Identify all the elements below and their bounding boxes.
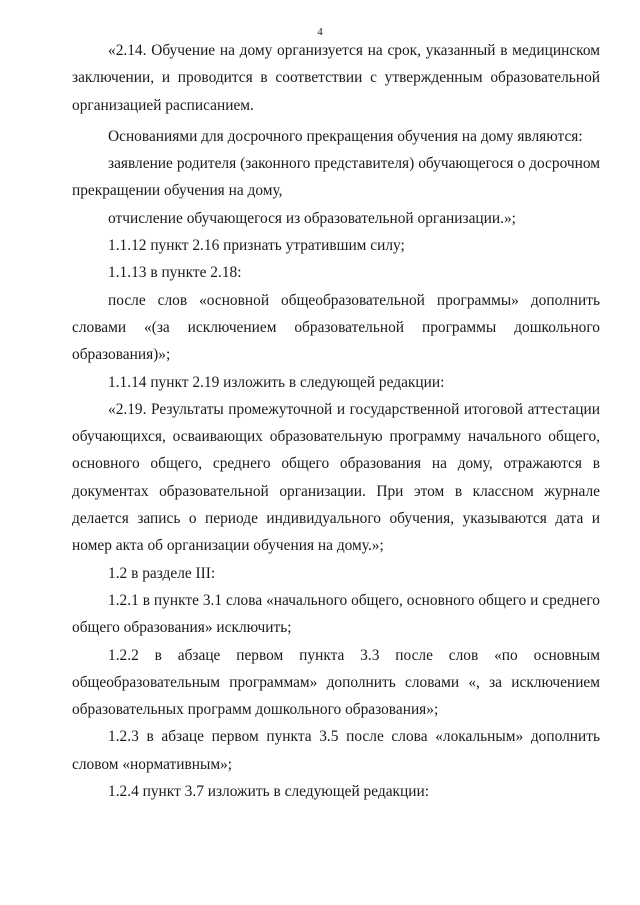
paragraph-1-2-3: 1.2.3 в абзаце первом пункта 3.5 после слова «локальным» дополнить словом «нормативным»; bbox=[72, 728, 600, 773]
paragraph-2-14: «2.14. Обучение на дому организуется на срок, указанный в медицинском заключении, и проводится в соответствии с утвержденным образовательной организацией расписанием. bbox=[72, 42, 600, 114]
paragraph-1-1-13: 1.1.13 в пункте 2.18: bbox=[108, 264, 242, 282]
paragraph-parent-application: заявление родителя (законного представителя) обучающегося о досрочном прекращении обучения на дому, bbox=[72, 155, 600, 200]
paragraph-1-2-2: 1.2.2 в абзаце первом пункта 3.3 после слов «по основным общеобразовательным программам» дополнить словами «, за исключением образовательных программ дошкольного образования»; bbox=[72, 646, 600, 719]
paragraph-1-1-14: 1.1.14 пункт 2.19 изложить в следующей редакции: bbox=[108, 373, 445, 391]
paragraph-expulsion: отчисление обучающегося из образовательной организации.»; bbox=[108, 209, 516, 227]
paragraph-after-words: после слов «основной общеобразовательной программы» дополнить словами «(за исключением образовательной программы дошкольного образования)»; bbox=[72, 291, 600, 364]
paragraph-1-2: 1.2 в разделе III: bbox=[108, 564, 216, 582]
paragraph-1-1-12: 1.1.12 пункт 2.16 признать утратившим силу; bbox=[108, 237, 405, 255]
page-number: 4 bbox=[317, 26, 323, 38]
paragraph-1-2-4: 1.2.4 пункт 3.7 изложить в следующей редакции: bbox=[108, 783, 429, 801]
document-body bbox=[72, 37, 600, 805]
paragraph-2-19: «2.19. Результаты промежуточной и государственной итоговой аттестации обучающихся, осваивающих образовательную программу начального общего, основного общего, среднего общего образования на дому, отражаются в документах образовательной организации. При этом в классном журнале делается запись о периоде индивидуального обучения, указываются дата и номер акта об организации обучения на дому.»; bbox=[72, 400, 600, 555]
paragraph-1-2-1: 1.2.1 в пункте 3.1 слова «начального общего, основного общего и среднего общего образования» исключить; bbox=[72, 591, 600, 637]
paragraph-grounds: Основаниями для досрочного прекращения обучения на дому являются: bbox=[108, 127, 583, 145]
